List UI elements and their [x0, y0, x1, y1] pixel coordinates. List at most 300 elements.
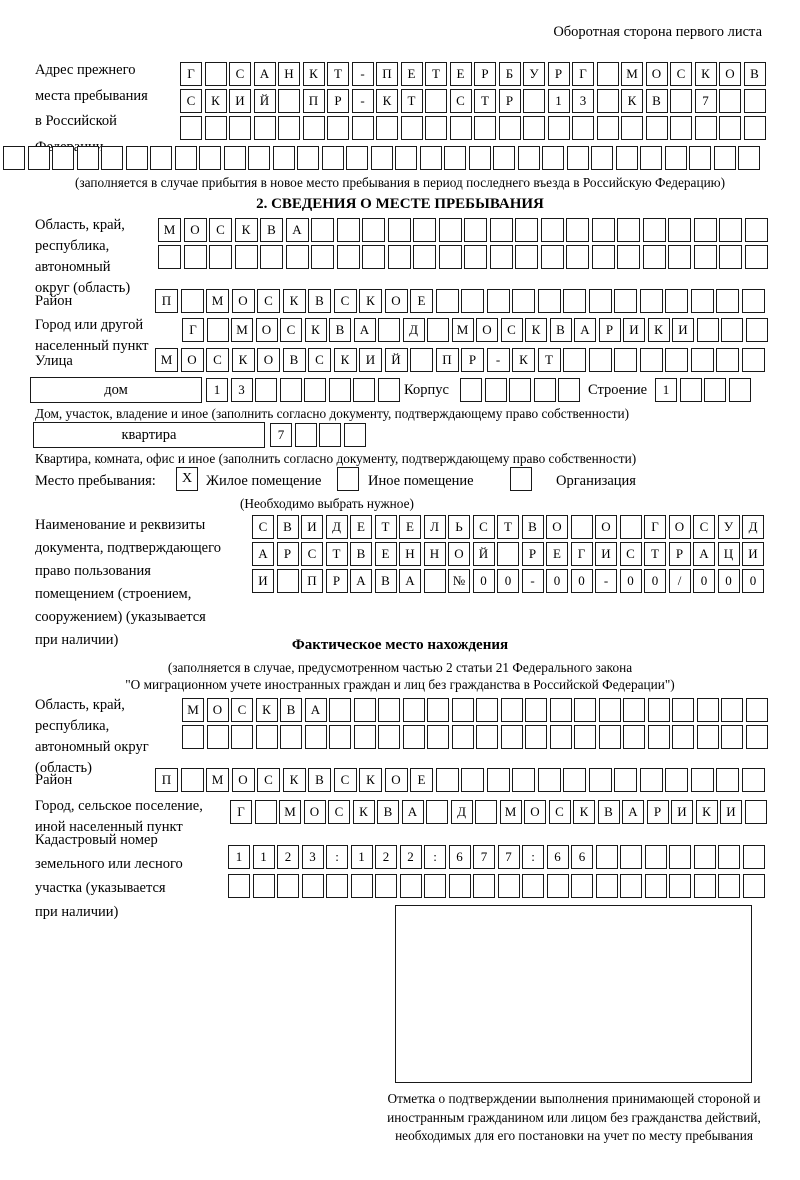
form-cell[interactable]: Р — [474, 62, 496, 86]
form-cell[interactable] — [439, 245, 462, 269]
form-cell[interactable]: М — [206, 768, 229, 792]
form-cell[interactable]: Р — [548, 62, 570, 86]
form-cell[interactable] — [260, 245, 283, 269]
form-cell[interactable]: Г — [571, 542, 593, 566]
form-cell[interactable]: К — [283, 289, 306, 313]
form-cell[interactable] — [538, 768, 561, 792]
form-cell[interactable]: К — [353, 800, 375, 824]
form-cell[interactable] — [224, 146, 246, 170]
form-cell[interactable] — [255, 378, 277, 402]
form-cell[interactable] — [311, 245, 334, 269]
form-cell[interactable]: С — [252, 515, 274, 539]
form-cell[interactable]: К — [695, 62, 717, 86]
form-cell[interactable]: О — [232, 289, 255, 313]
form-cell[interactable] — [714, 146, 736, 170]
cadastre-row-1[interactable] — [228, 845, 765, 869]
form-cell[interactable]: Г — [230, 800, 252, 824]
form-cell[interactable] — [694, 874, 716, 898]
form-cell[interactable] — [550, 698, 572, 722]
form-cell[interactable] — [523, 89, 545, 113]
form-cell[interactable]: 2 — [375, 845, 397, 869]
form-cell[interactable]: Е — [410, 768, 433, 792]
form-cell[interactable] — [743, 845, 765, 869]
form-cell[interactable] — [522, 874, 544, 898]
form-cell[interactable]: О — [184, 218, 207, 242]
form-cell[interactable]: С — [328, 800, 350, 824]
form-cell[interactable] — [746, 725, 768, 749]
form-cell[interactable] — [311, 218, 334, 242]
form-cell[interactable] — [180, 116, 202, 140]
form-cell[interactable]: Т — [425, 62, 447, 86]
form-cell[interactable]: А — [622, 800, 644, 824]
form-cell[interactable]: П — [155, 768, 178, 792]
form-cell[interactable] — [304, 378, 326, 402]
form-cell[interactable] — [439, 218, 462, 242]
form-cell[interactable]: С — [549, 800, 571, 824]
form-cell[interactable] — [228, 874, 250, 898]
form-cell[interactable]: Р — [326, 569, 348, 593]
form-cell[interactable] — [352, 116, 374, 140]
form-cell[interactable] — [541, 218, 564, 242]
form-cell[interactable]: О — [524, 800, 546, 824]
form-cell[interactable] — [746, 698, 768, 722]
form-cell[interactable] — [672, 698, 694, 722]
form-cell[interactable] — [589, 768, 612, 792]
form-cell[interactable]: 6 — [547, 845, 569, 869]
form-cell[interactable] — [668, 245, 691, 269]
form-cell[interactable] — [487, 768, 510, 792]
form-cell[interactable]: В — [377, 800, 399, 824]
form-cell[interactable] — [425, 116, 447, 140]
form-cell[interactable]: С — [257, 289, 280, 313]
form-cell[interactable] — [461, 289, 484, 313]
form-cell[interactable]: И — [595, 542, 617, 566]
form-cell[interactable]: О — [257, 348, 280, 372]
document-row-2[interactable] — [252, 542, 764, 566]
form-cell[interactable] — [691, 768, 714, 792]
form-cell[interactable]: 7 — [695, 89, 717, 113]
form-cell[interactable] — [738, 146, 760, 170]
form-cell[interactable]: А — [399, 569, 421, 593]
form-cell[interactable] — [273, 146, 295, 170]
form-cell[interactable] — [745, 800, 767, 824]
form-cell[interactable]: Т — [644, 542, 666, 566]
form-cell[interactable] — [501, 725, 523, 749]
stay-checkbox-other-premises[interactable] — [337, 467, 359, 491]
form-cell[interactable]: 1 — [253, 845, 275, 869]
form-cell[interactable] — [474, 116, 496, 140]
form-cell[interactable] — [672, 725, 694, 749]
form-cell[interactable] — [665, 348, 688, 372]
form-cell[interactable] — [403, 698, 425, 722]
form-cell[interactable] — [614, 289, 637, 313]
form-cell[interactable]: К — [232, 348, 255, 372]
form-cell[interactable]: В — [375, 569, 397, 593]
form-cell[interactable]: М — [500, 800, 522, 824]
form-cell[interactable] — [719, 116, 741, 140]
form-cell[interactable]: 6 — [571, 845, 593, 869]
form-cell[interactable] — [542, 146, 564, 170]
form-cell[interactable] — [719, 218, 742, 242]
form-cell[interactable]: 0 — [644, 569, 666, 593]
form-cell[interactable] — [721, 318, 743, 342]
form-cell[interactable]: / — [669, 569, 691, 593]
form-cell[interactable]: Р — [647, 800, 669, 824]
form-cell[interactable] — [518, 146, 540, 170]
form-cell[interactable] — [303, 116, 325, 140]
form-cell[interactable]: К — [573, 800, 595, 824]
form-cell[interactable]: М — [452, 318, 474, 342]
form-cell[interactable] — [592, 218, 615, 242]
stroenie-row[interactable] — [655, 378, 751, 402]
form-cell[interactable] — [566, 245, 589, 269]
form-cell[interactable] — [485, 378, 507, 402]
form-cell[interactable]: № — [448, 569, 470, 593]
form-cell[interactable] — [362, 218, 385, 242]
form-cell[interactable] — [614, 768, 637, 792]
form-cell[interactable]: М — [158, 218, 181, 242]
form-cell[interactable] — [694, 245, 717, 269]
form-cell[interactable] — [719, 245, 742, 269]
form-cell[interactable] — [643, 245, 666, 269]
form-cell[interactable] — [322, 146, 344, 170]
form-cell[interactable] — [729, 378, 751, 402]
form-cell[interactable]: В — [277, 515, 299, 539]
form-cell[interactable] — [640, 146, 662, 170]
form-cell[interactable] — [150, 146, 172, 170]
form-cell[interactable] — [563, 768, 586, 792]
form-cell[interactable] — [719, 89, 741, 113]
form-cell[interactable]: А — [574, 318, 596, 342]
form-cell[interactable]: К — [334, 348, 357, 372]
form-cell[interactable]: 7 — [473, 845, 495, 869]
form-cell[interactable]: П — [436, 348, 459, 372]
form-cell[interactable] — [499, 116, 521, 140]
form-cell[interactable] — [184, 245, 207, 269]
form-cell[interactable] — [126, 146, 148, 170]
form-cell[interactable]: Й — [254, 89, 276, 113]
form-cell[interactable]: - — [352, 62, 374, 86]
form-cell[interactable] — [254, 116, 276, 140]
form-cell[interactable]: В — [280, 698, 302, 722]
form-cell[interactable] — [614, 348, 637, 372]
form-cell[interactable] — [541, 245, 564, 269]
form-cell[interactable] — [344, 423, 366, 447]
form-cell[interactable]: Г — [182, 318, 204, 342]
form-cell[interactable] — [697, 318, 719, 342]
form-cell[interactable] — [571, 874, 593, 898]
form-cell[interactable]: С — [620, 542, 642, 566]
form-cell[interactable]: Р — [327, 89, 349, 113]
form-cell[interactable]: Д — [451, 800, 473, 824]
form-cell[interactable]: 1 — [655, 378, 677, 402]
form-cell[interactable] — [509, 378, 531, 402]
stay-checkbox-organization[interactable] — [510, 467, 532, 491]
form-cell[interactable] — [525, 698, 547, 722]
form-cell[interactable] — [207, 725, 229, 749]
form-cell[interactable] — [574, 698, 596, 722]
form-cell[interactable] — [597, 89, 619, 113]
form-cell[interactable]: 0 — [546, 569, 568, 593]
form-cell[interactable]: К — [256, 698, 278, 722]
form-cell[interactable]: 1 — [351, 845, 373, 869]
form-cell[interactable] — [229, 116, 251, 140]
form-cell[interactable] — [248, 146, 270, 170]
form-cell[interactable] — [721, 698, 743, 722]
form-cell[interactable] — [694, 845, 716, 869]
form-cell[interactable]: А — [254, 62, 276, 86]
form-cell[interactable]: Й — [473, 542, 495, 566]
form-cell[interactable] — [371, 146, 393, 170]
form-cell[interactable] — [297, 146, 319, 170]
form-cell[interactable] — [665, 768, 688, 792]
form-cell[interactable]: К — [205, 89, 227, 113]
form-cell[interactable]: В — [522, 515, 544, 539]
form-cell[interactable]: У — [523, 62, 545, 86]
form-cell[interactable] — [571, 515, 593, 539]
form-cell[interactable] — [452, 725, 474, 749]
form-cell[interactable] — [718, 874, 740, 898]
form-cell[interactable] — [476, 698, 498, 722]
form-cell[interactable] — [354, 725, 376, 749]
form-cell[interactable]: И — [301, 515, 323, 539]
form-cell[interactable] — [427, 698, 449, 722]
form-cell[interactable]: Л — [424, 515, 446, 539]
form-cell[interactable]: С — [209, 218, 232, 242]
form-cell[interactable] — [745, 218, 768, 242]
form-cell[interactable] — [277, 569, 299, 593]
form-cell[interactable] — [420, 146, 442, 170]
form-cell[interactable]: К — [648, 318, 670, 342]
form-cell[interactable] — [52, 146, 74, 170]
form-cell[interactable]: 3 — [572, 89, 594, 113]
form-cell[interactable]: 3 — [231, 378, 253, 402]
form-cell[interactable] — [744, 116, 766, 140]
form-cell[interactable] — [329, 725, 351, 749]
form-cell[interactable] — [181, 768, 204, 792]
form-cell[interactable] — [424, 569, 446, 593]
form-cell[interactable] — [3, 146, 25, 170]
form-cell[interactable] — [617, 218, 640, 242]
form-cell[interactable]: К — [303, 62, 325, 86]
form-cell[interactable]: П — [155, 289, 178, 313]
form-cell[interactable]: Р — [669, 542, 691, 566]
form-cell[interactable]: 7 — [498, 845, 520, 869]
form-cell[interactable]: Н — [424, 542, 446, 566]
form-cell[interactable]: 0 — [742, 569, 764, 593]
form-cell[interactable] — [721, 725, 743, 749]
district-row[interactable] — [155, 289, 765, 313]
form-cell[interactable] — [621, 116, 643, 140]
form-cell[interactable] — [501, 698, 523, 722]
form-cell[interactable]: Г — [180, 62, 202, 86]
form-cell[interactable]: С — [308, 348, 331, 372]
form-cell[interactable]: Е — [401, 62, 423, 86]
form-cell[interactable] — [487, 289, 510, 313]
form-cell[interactable] — [550, 725, 572, 749]
form-cell[interactable] — [498, 874, 520, 898]
form-cell[interactable]: О — [669, 515, 691, 539]
form-cell[interactable]: С — [450, 89, 472, 113]
form-cell[interactable] — [425, 89, 447, 113]
form-cell[interactable] — [388, 245, 411, 269]
form-cell[interactable]: К — [359, 289, 382, 313]
form-cell[interactable]: И — [742, 542, 764, 566]
form-cell[interactable] — [670, 116, 692, 140]
form-cell[interactable]: Е — [375, 542, 397, 566]
form-cell[interactable] — [697, 725, 719, 749]
form-cell[interactable]: - — [352, 89, 374, 113]
form-cell[interactable] — [645, 845, 667, 869]
form-cell[interactable] — [346, 146, 368, 170]
form-cell[interactable] — [718, 845, 740, 869]
form-cell[interactable]: У — [718, 515, 740, 539]
form-cell[interactable]: Н — [399, 542, 421, 566]
form-cell[interactable] — [362, 245, 385, 269]
form-cell[interactable]: К — [235, 218, 258, 242]
form-cell[interactable] — [278, 116, 300, 140]
form-cell[interactable]: М — [206, 289, 229, 313]
form-cell[interactable] — [449, 874, 471, 898]
form-cell[interactable] — [207, 318, 229, 342]
form-cell[interactable]: Н — [278, 62, 300, 86]
form-cell[interactable] — [286, 245, 309, 269]
prev-address-row-1[interactable] — [180, 62, 766, 86]
form-cell[interactable] — [337, 245, 360, 269]
form-cell[interactable]: - — [595, 569, 617, 593]
city-row[interactable] — [182, 318, 768, 342]
prev-address-row-3[interactable] — [180, 116, 766, 140]
form-cell[interactable]: К — [376, 89, 398, 113]
form-cell[interactable]: Р — [522, 542, 544, 566]
form-cell[interactable]: С — [301, 542, 323, 566]
form-cell[interactable]: 2 — [277, 845, 299, 869]
form-cell[interactable]: С — [280, 318, 302, 342]
form-cell[interactable]: С — [231, 698, 253, 722]
form-cell[interactable] — [525, 725, 547, 749]
form-cell[interactable] — [742, 289, 765, 313]
form-cell[interactable]: Г — [644, 515, 666, 539]
form-cell[interactable] — [460, 378, 482, 402]
form-cell[interactable] — [616, 146, 638, 170]
form-cell[interactable]: П — [301, 569, 323, 593]
form-cell[interactable] — [697, 698, 719, 722]
form-cell[interactable]: Ц — [718, 542, 740, 566]
form-cell[interactable] — [436, 768, 459, 792]
form-cell[interactable]: О — [181, 348, 204, 372]
form-cell[interactable]: Ь — [448, 515, 470, 539]
form-cell[interactable] — [326, 874, 348, 898]
form-cell[interactable] — [746, 318, 768, 342]
form-cell[interactable]: С — [473, 515, 495, 539]
form-cell[interactable]: О — [385, 768, 408, 792]
form-cell[interactable] — [337, 218, 360, 242]
form-cell[interactable] — [493, 146, 515, 170]
form-cell[interactable] — [716, 768, 739, 792]
form-cell[interactable] — [378, 698, 400, 722]
form-cell[interactable]: Т — [326, 542, 348, 566]
form-cell[interactable]: С — [670, 62, 692, 86]
form-cell[interactable] — [378, 378, 400, 402]
cadastre-row-2[interactable] — [228, 874, 765, 898]
form-cell[interactable] — [599, 725, 621, 749]
form-cell[interactable] — [591, 146, 613, 170]
form-cell[interactable] — [375, 874, 397, 898]
form-cell[interactable]: П — [376, 62, 398, 86]
form-cell[interactable] — [515, 218, 538, 242]
document-row-1[interactable] — [252, 515, 764, 539]
form-cell[interactable]: : — [522, 845, 544, 869]
form-cell[interactable] — [558, 378, 580, 402]
form-cell[interactable] — [205, 116, 227, 140]
form-cell[interactable]: Е — [450, 62, 472, 86]
form-cell[interactable] — [640, 768, 663, 792]
actual-region-row-1[interactable] — [182, 698, 768, 722]
form-cell[interactable]: А — [402, 800, 424, 824]
prev-address-row-4[interactable] — [3, 146, 760, 170]
form-cell[interactable] — [473, 874, 495, 898]
form-cell[interactable] — [648, 698, 670, 722]
form-cell[interactable] — [255, 800, 277, 824]
form-cell[interactable]: К — [621, 89, 643, 113]
form-cell[interactable] — [329, 378, 351, 402]
form-cell[interactable] — [670, 89, 692, 113]
form-cell[interactable] — [704, 378, 726, 402]
form-cell[interactable]: А — [350, 569, 372, 593]
form-cell[interactable] — [589, 289, 612, 313]
region-row-2[interactable] — [158, 245, 768, 269]
form-cell[interactable] — [354, 698, 376, 722]
form-cell[interactable]: М — [231, 318, 253, 342]
form-cell[interactable]: Р — [277, 542, 299, 566]
form-cell[interactable]: О — [207, 698, 229, 722]
form-cell[interactable] — [209, 245, 232, 269]
form-cell[interactable] — [620, 515, 642, 539]
form-cell[interactable]: Р — [599, 318, 621, 342]
form-cell[interactable]: Р — [461, 348, 484, 372]
form-cell[interactable]: Т — [327, 62, 349, 86]
form-cell[interactable] — [623, 698, 645, 722]
form-cell[interactable]: О — [385, 289, 408, 313]
form-cell[interactable] — [567, 146, 589, 170]
form-cell[interactable]: Р — [499, 89, 521, 113]
form-cell[interactable] — [278, 89, 300, 113]
form-cell[interactable]: - — [487, 348, 510, 372]
form-cell[interactable]: А — [305, 698, 327, 722]
form-cell[interactable]: 0 — [497, 569, 519, 593]
form-cell[interactable] — [512, 768, 535, 792]
form-cell[interactable] — [461, 768, 484, 792]
form-cell[interactable]: М — [621, 62, 643, 86]
form-cell[interactable] — [101, 146, 123, 170]
form-cell[interactable] — [205, 62, 227, 86]
document-row-3[interactable] — [252, 569, 764, 593]
form-cell[interactable]: Д — [742, 515, 764, 539]
form-cell[interactable]: В — [550, 318, 572, 342]
form-cell[interactable] — [691, 289, 714, 313]
form-cell[interactable] — [742, 348, 765, 372]
form-cell[interactable] — [623, 725, 645, 749]
apartment-number-row[interactable] — [270, 423, 366, 447]
form-cell[interactable] — [515, 245, 538, 269]
stay-checkbox-residential[interactable]: X — [176, 467, 198, 491]
form-cell[interactable] — [400, 874, 422, 898]
form-cell[interactable]: М — [155, 348, 178, 372]
form-cell[interactable] — [175, 146, 197, 170]
street-row[interactable] — [155, 348, 765, 372]
form-cell[interactable] — [743, 874, 765, 898]
form-cell[interactable] — [401, 116, 423, 140]
